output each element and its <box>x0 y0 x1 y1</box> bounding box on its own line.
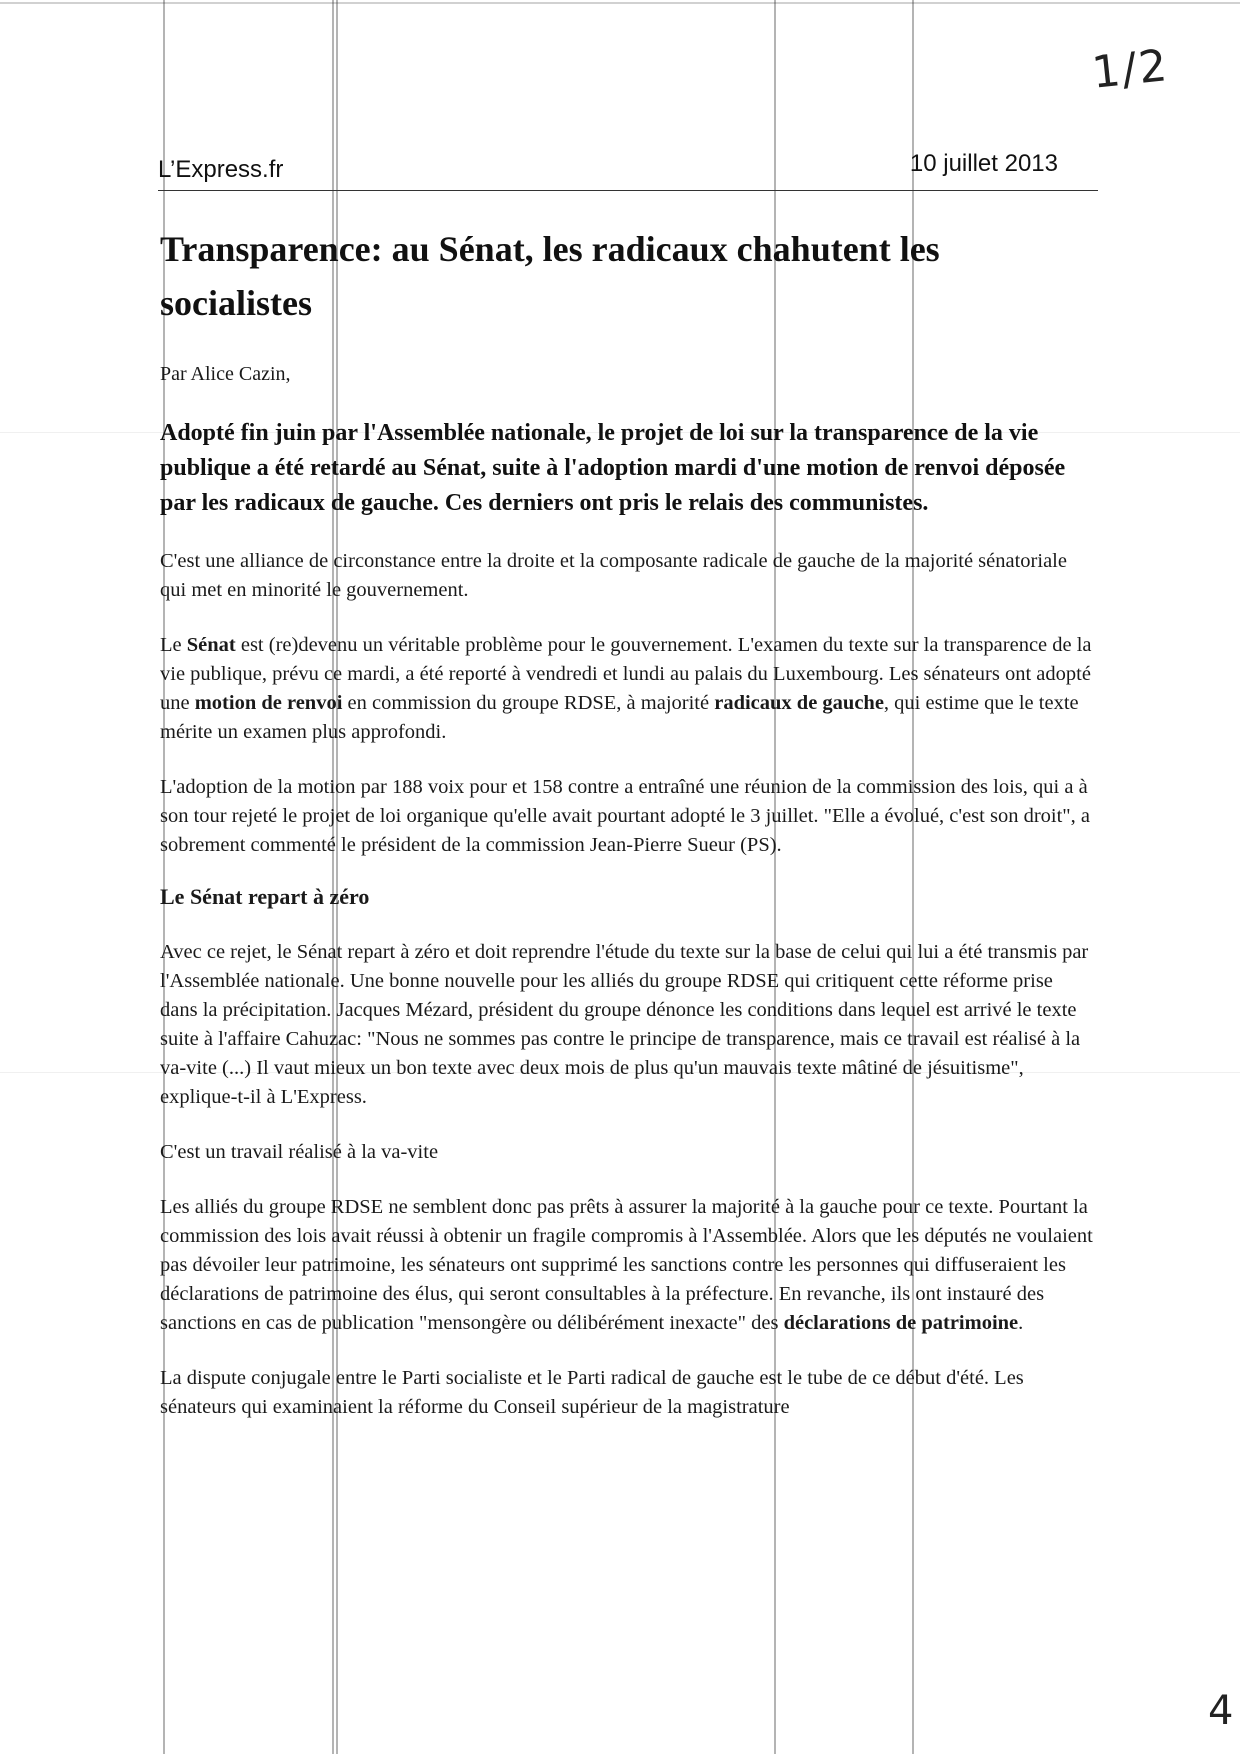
paragraph-6: La dispute conjugale entre le Parti socialiste et le Parti radical de gauche est le tube de ce début d'été. Les sénateurs qui examinaient la réforme du Conseil supérieur de la magistrature <box>160 1367 1024 1418</box>
section-heading: Le Sénat repart à zéro <box>160 884 370 909</box>
paragraph-5 <box>160 1193 1095 1338</box>
bold-term: radicaux de gauche <box>714 692 884 714</box>
text-run: . <box>1018 1312 1024 1334</box>
paragraph-3: L'adoption de la motion par 188 voix pour et 158 contre a entraîné une réunion de la commission des lois, qui a à son tour rejeté le projet de loi organique qu'elle avait pourtant adopté le 3 juillet. "Elle a évolué, c'est son droit", a sobrement commenté le président de la commission Jean-Pierre Sueur (PS). <box>160 776 1091 856</box>
source-name: L’Express.fr <box>158 156 284 183</box>
handwritten-page-fraction: 1/2 <box>1089 40 1172 99</box>
pull-quote: C'est un travail réalisé à la va-vite <box>160 1141 439 1163</box>
paragraph-1: C'est une alliance de circonstance entre la droite et la composante radicale de gauche de la majorité sénatoriale qui met en minorité le gouvernement. <box>160 550 1067 601</box>
article-title: Transparence: au Sénat, les radicaux chahutent les socialistes <box>160 229 940 323</box>
text-run: en commission du groupe RDSE, à majorité <box>342 692 715 714</box>
article-header <box>158 150 1098 191</box>
handwritten-page-number: 4 <box>1208 1688 1234 1734</box>
text-run: est (re)devenu un véritable problème pour le gouvernement. L'examen du texte sur la transparence de la vie publique, prévu ce mardi, a été reporté à vendredi et lundi au palais du Luxembourg. Les sénateurs ont adopté une <box>160 634 1092 714</box>
text-run: , qui estime que le texte mérite un examen plus approfondi. <box>160 692 1079 743</box>
text-run: Les alliés du groupe RDSE ne semblent donc pas prêts à assurer la majorité à la gauche pour ce texte. Pourtant la commission des lois avait réussi à obtenir un fragile compromis à l'Assemblée. Alors que les députés ne voulaient pas dévoiler leur patrimoine, les sénateurs ont supprimé les sanctions contre les personnes qui diffuseraient les déclarations de patrimoine des élus, qui seront consultables à la préfecture. En revanche, ils ont instauré des sanctions en cas de publication "mensongère ou délibérément inexacte" des <box>160 1196 1093 1334</box>
scan-top-edge <box>0 2 1240 4</box>
text-run: Le <box>160 634 187 656</box>
article-body <box>160 222 1095 1422</box>
publication-date: 10 juillet 2013 <box>909 150 1058 177</box>
bold-term: motion de renvoi <box>194 692 343 714</box>
bold-term: Sénat <box>186 634 236 656</box>
paragraph-4: Avec ce rejet, le Sénat repart à zéro et doit reprendre l'étude du texte sur la base de celui qui lui a été transmis par l'Assemblée nationale. Une bonne nouvelle pour les alliés du groupe RDSE qui critiquent cette réforme prise dans la précipitation. Jacques Mézard, président du groupe dénonce les conditions dans lequel est arrivé le texte suite à l'affaire Cahuzac: "Nous ne sommes pas contre le principe de transparence, mais ce travail est réalisé à la va-vite (...) Il vaut mieux un bon texte avec deux mois de plus qu'un mauvais texte mâtiné de jésuitisme", explique-t-il à L'Express. <box>160 941 1089 1108</box>
paragraph-2 <box>160 631 1095 747</box>
bold-term: déclarations de patrimoine <box>783 1312 1019 1334</box>
byline: Par Alice Cazin, <box>160 363 291 385</box>
lead-paragraph: Adopté fin juin par l'Assemblée nationale, le projet de loi sur la transparence de la vie publique a été retardé au Sénat, suite à l'adoption mardi d'une motion de renvoi déposée par les radicaux de gauche. Ces derniers ont pris le relais des communistes. <box>160 420 1066 516</box>
